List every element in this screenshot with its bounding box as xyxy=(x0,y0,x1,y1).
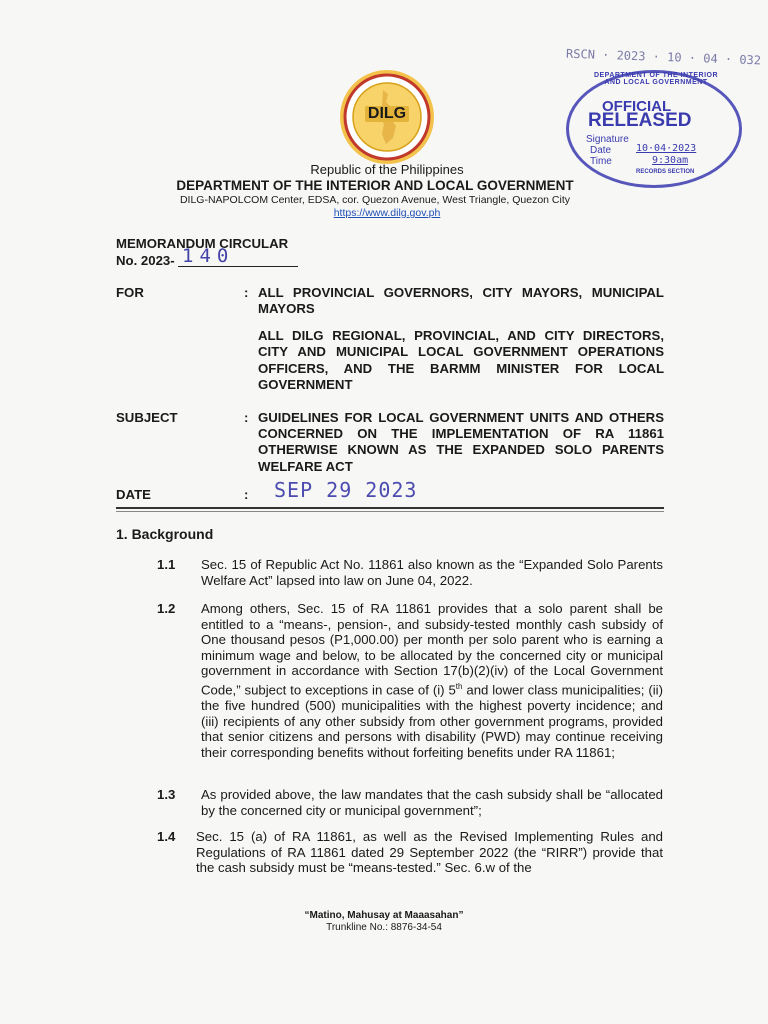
memo-title: MEMORANDUM CIRCULAR xyxy=(116,236,289,251)
memo-number: 140 xyxy=(182,245,235,267)
date-label: DATE xyxy=(116,487,151,502)
subject-label: SUBJECT xyxy=(116,410,178,425)
dilg-logo-text: DILG xyxy=(367,105,407,122)
paragraph-1-3: As provided above, the law mandates that the cash subsidy shall be “allocated by the concerned city or municipal government”; xyxy=(201,787,663,818)
date-colon: : xyxy=(244,487,249,502)
department-website-link[interactable]: https://www.dilg.gov.ph xyxy=(333,207,441,219)
paragraph-1-4: Sec. 15 (a) of RA 11861, as well as the Revised Implementing Rules and Regulations of RA 11861 dated 29 September 2022 (the “RIRR”) provide that the cash subsidy must be “means-tested.” Sec. 6.w of the xyxy=(196,829,663,876)
paragraph-number-1-1: 1.1 xyxy=(157,557,176,572)
header-divider-thin xyxy=(116,511,664,512)
paragraph-1-2 xyxy=(201,601,663,760)
letterhead xyxy=(150,162,624,219)
stamp-signature-label: Signature xyxy=(586,134,629,145)
memo-number-underline xyxy=(178,266,298,267)
stamp-records-section: RECORDS SECTION xyxy=(636,169,695,175)
for-recipients-1: ALL PROVINCIAL GOVERNORS, CITY MAYORS, MUNICIPAL MAYORS xyxy=(258,285,664,316)
paragraph-number-1-3: 1.3 xyxy=(157,787,176,802)
header-divider xyxy=(116,507,664,509)
dilg-logo xyxy=(338,68,436,166)
date-stamp-value: SEP 29 2023 xyxy=(274,478,418,502)
footer xyxy=(234,910,534,933)
stamp-time-label: Time xyxy=(590,156,612,167)
paragraph-1-2-part-b: and lower class municipalities; (ii) the five hundred (500) municipalities with the highest poverty incidence; and (iii) recipients of any other subsidy from other government programs, provided that senior citizens and persons with disability (PWD) may continue receiving their corresponding benefits without forfeiting benefits under RA 11861; xyxy=(201,682,663,760)
for-label: FOR xyxy=(116,285,144,300)
republic-line: Republic of the Philippines xyxy=(310,162,464,177)
department-address: DILG-NAPOLCOM Center, EDSA, cor. Quezon Avenue, West Triangle, Quezon City xyxy=(179,194,571,206)
paragraph-1-2-part-a: Among others, Sec. 15 of RA 11861 provides that a solo parent shall be entitled to a “means-, pension-, and subsidy-tested monthly cash subsidy of One thousand pesos (P1,000.00) per month per solo parent who is earning a minimum wage and below, to be allocated by the concerned city or municipal government in accordance with Section 17(b)(2)(iv) of the Local Government Code,” subject to exceptions in case of (i) 5 xyxy=(201,601,663,698)
handwritten-reference-number: RSCN · 2023 · 10 · 04 · 032 xyxy=(565,46,762,68)
stamp-arc-text: DEPARTMENT OF THE INTERIOR AND LOCAL GOVERNMENT xyxy=(593,72,719,86)
department-name: DEPARTMENT OF THE INTERIOR AND LOCAL GOVERNMENT xyxy=(176,178,574,193)
footer-trunkline: Trunkline No.: 8876-34-54 xyxy=(326,922,442,933)
paragraph-number-1-2: 1.2 xyxy=(157,601,176,616)
for-colon: : xyxy=(244,285,249,300)
stamp-official-label: OFFICIAL xyxy=(602,98,672,115)
subject-colon: : xyxy=(244,410,249,425)
stamp-date-value: 10·04·2023 xyxy=(636,143,697,154)
stamp-released-label: RELEASED xyxy=(588,110,692,131)
section-title: 1. Background xyxy=(116,526,214,542)
stamp-time-value: 9:30am xyxy=(652,155,689,166)
subject-text: GUIDELINES FOR LOCAL GOVERNMENT UNITS AND OTHERS CONCERNED ON THE IMPLEMENTATION OF RA 11861 OTHERWISE KNOWN AS THE EXPANDED SOLO PARENTS WELFARE ACT xyxy=(258,410,664,474)
paragraph-1-1: Sec. 15 of Republic Act No. 11861 also known as the “Expanded Solo Parents Welfare Act” lapsed into law on June 04, 2022. xyxy=(201,557,663,588)
paragraph-1-2-superscript: th xyxy=(455,681,463,691)
memo-number-prefix: No. 2023- xyxy=(116,253,175,268)
footer-motto: “Matino, Mahusay at Maaasahan” xyxy=(304,910,464,921)
stamp-date-label: Date xyxy=(590,145,612,156)
for-recipients-2: ALL DILG REGIONAL, PROVINCIAL, AND CITY DIRECTORS, CITY AND MUNICIPAL LOCAL GOVERNMENT OPERATIONS OFFICERS, AND THE BARMM MINISTER FOR LOCAL GOVERNMENT xyxy=(258,328,664,392)
paragraph-number-1-4: 1.4 xyxy=(157,829,176,844)
